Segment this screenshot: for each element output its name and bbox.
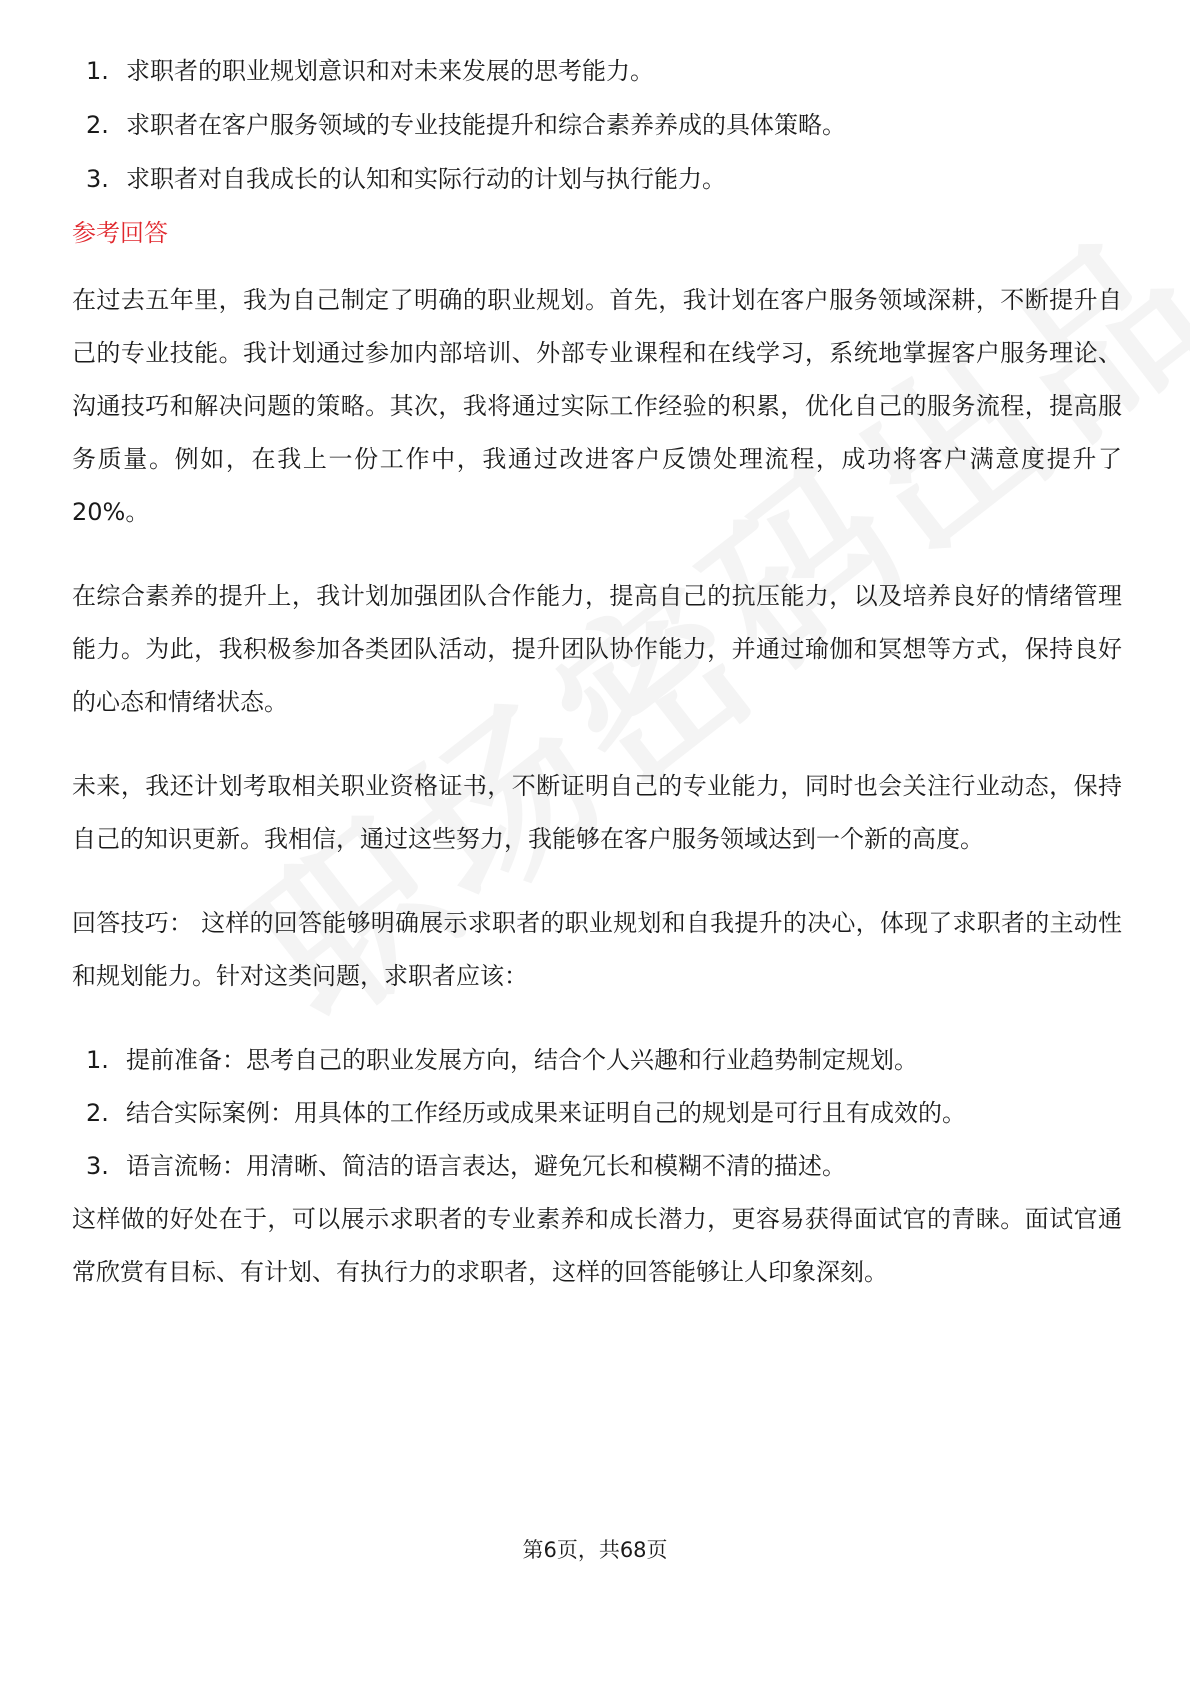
list-text: 提前准备：思考自己的职业发展方向，结合个人兴趣和行业趋势制定规划。: [126, 1046, 918, 1074]
tips-list: [72, 1034, 1122, 1193]
page-footer: 第6页，共68页: [522, 1538, 668, 1562]
tips-intro-paragraph: 回答技巧： 这样的回答能够明确展示求职者的职业规划和自我提升的决心，体现了求职者的主动性和规划能力。针对这类问题，求职者应该：: [72, 909, 1122, 990]
list-text: 结合实际案例：用具体的工作经历或成果来证明自己的规划是可行且有成效的。: [126, 1099, 966, 1127]
intro-list: [72, 50, 1122, 201]
list-item: [72, 1140, 1122, 1193]
list-number: 2.: [86, 111, 109, 139]
list-number: 3.: [86, 1152, 109, 1180]
answer-paragraph: 在过去五年里，我为自己制定了明确的职业规划。首先，我计划在客户服务领域深耕，不断提升自己的专业技能。我计划通过参加内部培训、外部专业课程和在线学习，系统地掌握客户服务理论、沟通技巧和解决问题的策略。其次，我将通过实际工作经验的积累，优化自己的服务流程，提高服务质量。例如，在我上一份工作中，我通过改进客户反馈处理流程，成功将客户满意度提升了20%。: [72, 286, 1122, 526]
closing-paragraph: 这样做的好处在于，可以展示求职者的专业素养和成长潜力，更容易获得面试官的青睐。面试官通常欣赏有目标、有计划、有执行力的求职者，这样的回答能够让人印象深刻。: [72, 1205, 1122, 1286]
section-heading: 参考回答: [72, 219, 168, 247]
list-item: [72, 158, 1122, 201]
list-item: [72, 50, 1122, 93]
list-item: [72, 1034, 1122, 1087]
list-number: 1.: [86, 57, 109, 85]
list-number: 2.: [86, 1099, 109, 1127]
list-text: 求职者对自我成长的认知和实际行动的计划与执行能力。: [126, 165, 726, 193]
answer-paragraph: 在综合素养的提升上，我计划加强团队合作能力，提高自己的抗压能力，以及培养良好的情绪管理能力。为此，我积极参加各类团队活动，提升团队协作能力，并通过瑜伽和冥想等方式，保持良好的心态和情绪状态。: [72, 582, 1122, 716]
list-number: 3.: [86, 165, 109, 193]
list-number: 1.: [86, 1046, 109, 1074]
list-item: [72, 1087, 1122, 1140]
list-item: [72, 104, 1122, 147]
page-content: [72, 50, 1122, 1330]
answer-paragraph: 未来，我还计划考取相关职业资格证书，不断证明自己的专业能力，同时也会关注行业动态，保持自己的知识更新。我相信，通过这些努力，我能够在客户服务领域达到一个新的高度。: [72, 772, 1122, 853]
list-text: 求职者的职业规划意识和对未来发展的思考能力。: [126, 57, 654, 85]
list-text: 语言流畅：用清晰、简洁的语言表达，避免冗长和模糊不清的描述。: [126, 1152, 846, 1180]
list-text: 求职者在客户服务领域的专业技能提升和综合素养养成的具体策略。: [126, 111, 846, 139]
